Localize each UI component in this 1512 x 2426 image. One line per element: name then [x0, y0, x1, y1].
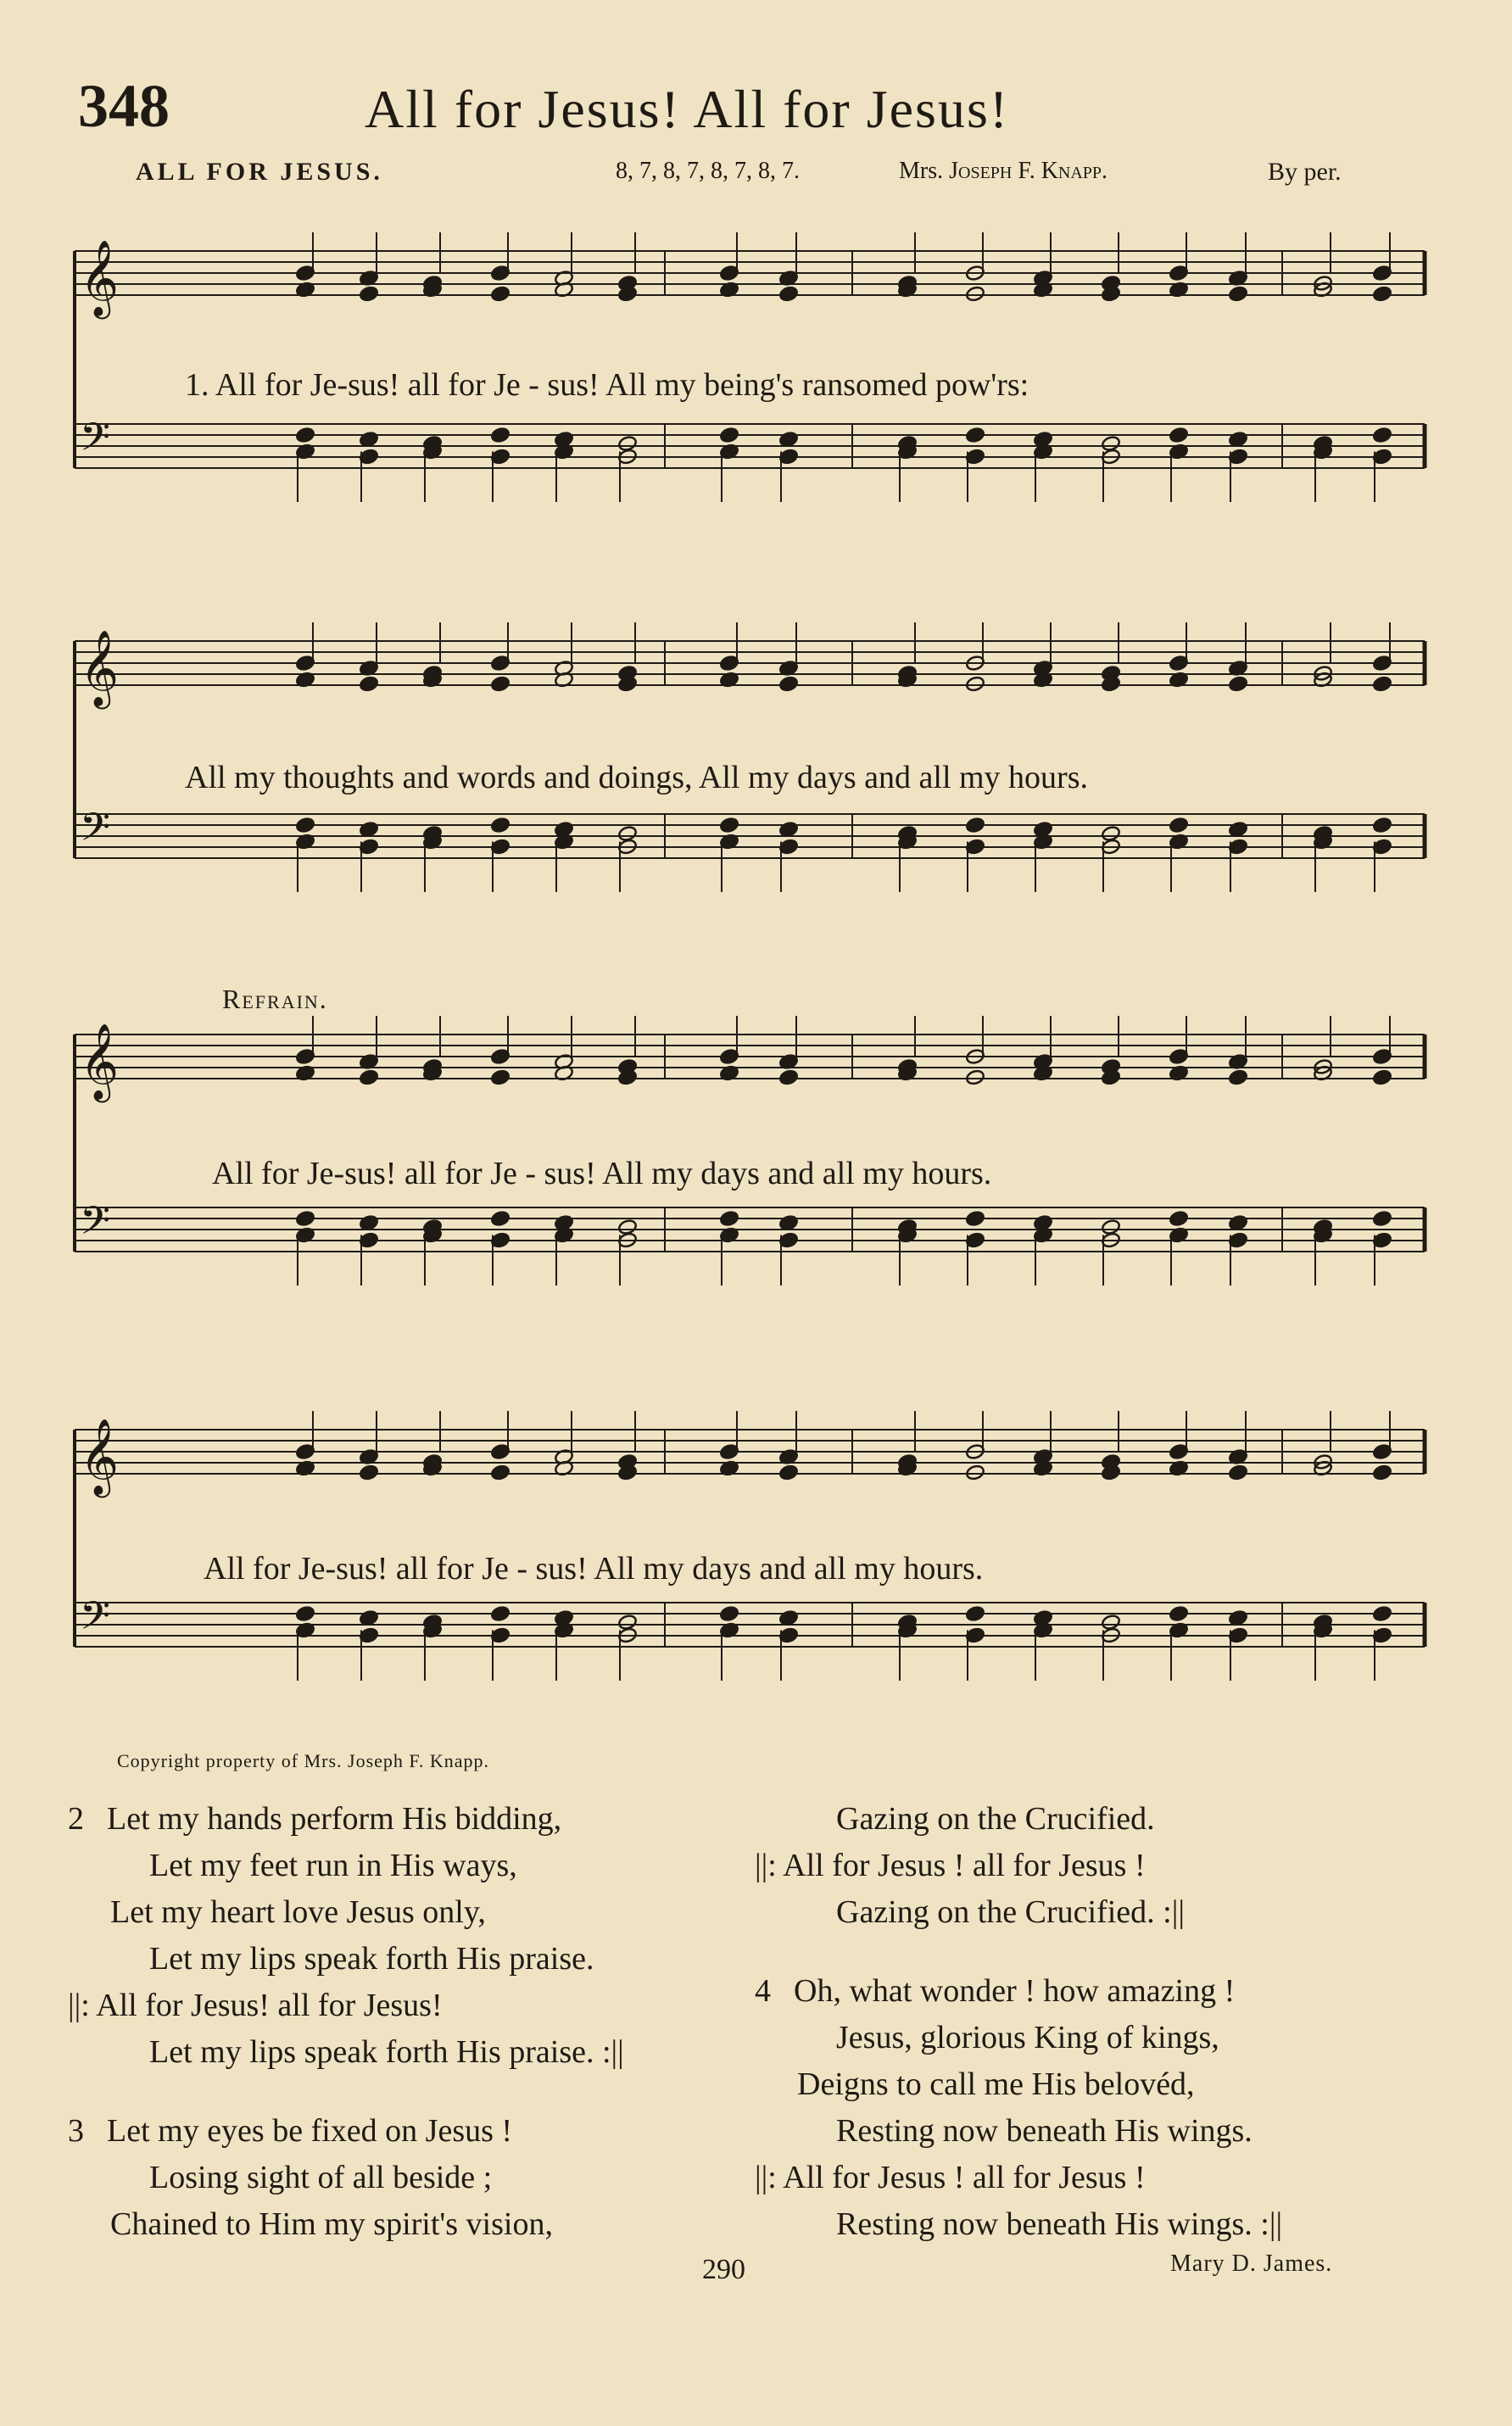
page-number: 290 — [702, 2254, 745, 2285]
verse-3-line-5: ||: All for Jesus ! all for Jesus ! — [755, 1848, 1146, 1883]
verse-number: 4 — [755, 1973, 771, 2009]
svg-text:𝄞: 𝄞 — [80, 240, 120, 316]
refrain-label: Refrain. — [222, 984, 328, 1014]
svg-text:𝄢: 𝄢 — [80, 1198, 111, 1253]
svg-text:𝄞: 𝄞 — [80, 1023, 120, 1100]
verse-3-line-3: Chained to Him my spirit's vision, — [110, 2206, 553, 2242]
verse-2-line-5: ||: All for Jesus! all for Jesus! — [68, 1988, 443, 2023]
verse-2-line-2: Let my feet run in His ways, — [149, 1848, 517, 1883]
verses-left-column — [68, 1796, 772, 2248]
svg-text:𝄢: 𝄢 — [80, 415, 111, 470]
hymn-number: 348 — [78, 72, 170, 140]
svg-text:𝄢: 𝄢 — [80, 805, 111, 860]
copyright-notice: Copyright property of Mrs. Joseph F. Knapp. — [117, 1750, 490, 1771]
verse-3-line-6: Gazing on the Crucified. :|| — [836, 1894, 1185, 1930]
composer-prefix: Mrs. — [899, 158, 944, 184]
verse-2-line-3: Let my heart love Jesus only, — [110, 1894, 486, 1930]
composer-name: Joseph F. Knapp. — [949, 158, 1108, 184]
verse-4-line-3: Deigns to call me His belovéd, — [797, 2066, 1195, 2102]
author-credit: Mary D. James. — [1170, 2250, 1333, 2277]
verse-3-line-1: 3 Let my eyes be fixed on Jesus ! — [68, 2108, 772, 2155]
lyric-line-1: 1. All for Je-sus! all for Je - sus! All my being's ransomed pow'rs: — [185, 367, 1029, 403]
lyric-line-3: All for Je-sus! all for Je - sus! All my days and all my hours. — [212, 1156, 992, 1191]
verse-3-line-2: Losing sight of all beside ; — [149, 2160, 493, 2195]
lyric-line-2: All my thoughts and words and doings, All my days and all my hours. — [185, 760, 1089, 795]
verse-2-line-4: Let my lips speak forth His praise. — [149, 1941, 594, 1977]
verse-number: 3 — [68, 2113, 84, 2149]
meter: 8, 7, 8, 7, 8, 7, 8, 7. — [616, 158, 800, 184]
permission: By per. — [1268, 158, 1342, 186]
svg-text:𝄢: 𝄢 — [80, 1593, 111, 1648]
verse-4-line-4: Resting now beneath His wings. — [836, 2113, 1253, 2149]
verse-2-line-1: 2 Let my hands perform His bidding, — [68, 1796, 772, 1843]
lyric-line-4: All for Je-sus! all for Je - sus! All my days and all my hours. — [204, 1551, 984, 1587]
verse-4-line-5: ||: All for Jesus ! all for Jesus ! — [755, 2160, 1146, 2195]
verse-4-line-2: Jesus, glorious King of kings, — [836, 2020, 1219, 2055]
tune-name: ALL FOR JESUS. — [136, 158, 383, 186]
verse-number: 2 — [68, 1801, 84, 1837]
svg-text:𝄞: 𝄞 — [80, 630, 120, 706]
verse-4-line-1: 4 Oh, what wonder ! how amazing ! — [755, 1968, 1467, 2015]
verse-4-line-6: Resting now beneath His wings. :|| — [836, 2206, 1283, 2242]
hymn-title: All for Jesus! All for Jesus! — [365, 79, 1010, 139]
composer — [899, 158, 1107, 185]
svg-text:𝄞: 𝄞 — [80, 1419, 120, 1495]
verse-3-line-4: Gazing on the Crucified. — [836, 1801, 1155, 1837]
verse-2-line-6: Let my lips speak forth His praise. :|| — [149, 2034, 624, 2070]
verses-right-column — [755, 1796, 1467, 2248]
